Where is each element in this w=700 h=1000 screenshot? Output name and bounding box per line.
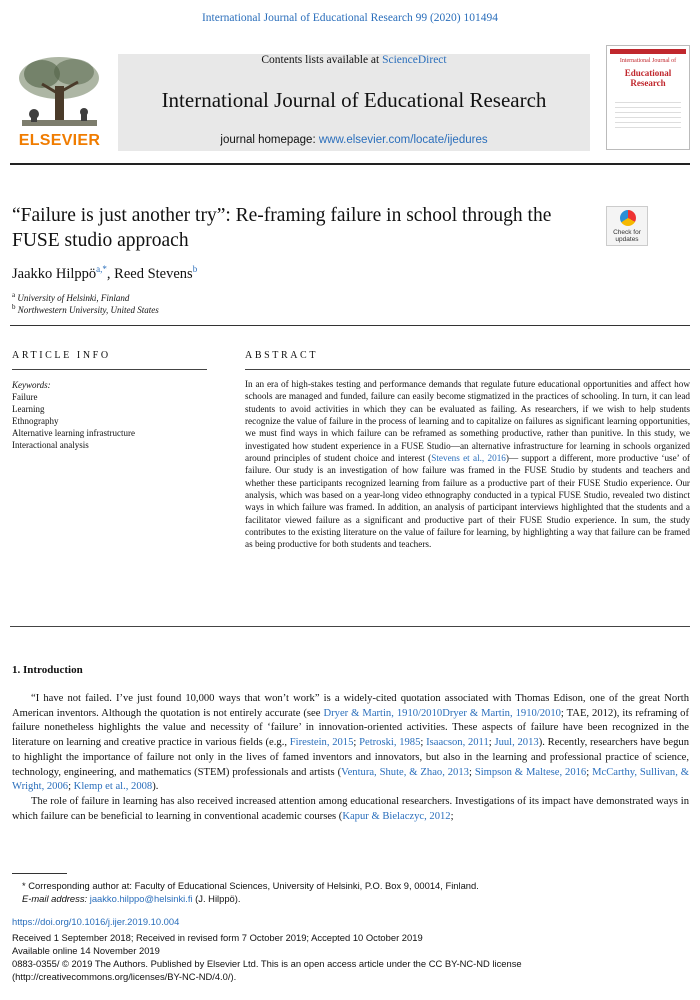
cover-title-line-1: Educational bbox=[624, 68, 672, 78]
tree-icon bbox=[12, 54, 107, 132]
separator: ; bbox=[353, 737, 360, 749]
separator: ; bbox=[68, 781, 74, 793]
journal-homepage bbox=[118, 134, 590, 146]
citation-link[interactable]: Stevens et al., 2016 bbox=[431, 453, 506, 464]
separator: ; bbox=[468, 766, 475, 778]
affiliation-text: Northwestern University, United States bbox=[17, 305, 159, 315]
header-divider bbox=[10, 163, 690, 165]
received-dates: Received 1 September 2018; Received in revised form 7 October 2019; Accepted 10 October 2019 bbox=[12, 932, 423, 943]
doi-link[interactable]: https://doi.org/10.1016/j.ijer.2019.10.004 bbox=[12, 916, 180, 927]
crossmark-line-1: Check for bbox=[613, 229, 641, 236]
journal-title: International Journal of Educational Research bbox=[161, 88, 547, 112]
author-list: Jaakko Hilppö$^{a,*}$, Reed Stevens$^b$ bbox=[12, 264, 198, 282]
author-affiliation-marker[interactable]: a,* bbox=[96, 264, 107, 274]
citation-link[interactable]: Kapur & Bielaczyc, 2012 bbox=[342, 810, 451, 822]
email-line bbox=[12, 892, 672, 905]
contents-availability bbox=[118, 54, 590, 66]
crossmark-label bbox=[607, 229, 647, 243]
citation-link[interactable]: McCarthy, Sullivan, & Wright, 2006 bbox=[12, 766, 690, 793]
article-info-heading: ARTICLE INFO bbox=[12, 350, 111, 361]
crossmark-line-2: updates bbox=[615, 236, 639, 243]
check-for-updates-badge[interactable] bbox=[606, 206, 648, 246]
affiliation-marker: a bbox=[12, 291, 16, 299]
paragraph bbox=[12, 795, 689, 824]
introduction-body bbox=[12, 692, 689, 824]
cover-bar bbox=[610, 49, 686, 54]
keyword: Alternative learning infrastructure bbox=[12, 428, 135, 438]
cover-text-lines bbox=[615, 98, 681, 128]
body-text: ). Recently, researchers have begun to highlight the importance of failure not only in the lives of famed inventors and innovators, but also in the learning and professional practice of science, technology, engineering, and mathematics (STEM) professionals and artists ( bbox=[12, 737, 689, 778]
citation-link[interactable]: Klemp et al., 2008 bbox=[73, 781, 153, 793]
body-text: ; TAE, 2012), its reframing of failure nonetheless highlights the value and necessity of ‘failure’ in innovation-oriented activities. These aspects of failure have been recognized in the literature on learning and creative practice in various fields (e.g., bbox=[12, 707, 689, 749]
separator: ; bbox=[586, 766, 593, 778]
body-text: “I have not failed. I’ve just found 10,000 ways that won’t work” is a widely-cited quotation associated with Thomas Edison, one of the great North American inventors. Although the quotation is not entirely accurate (see bbox=[12, 693, 689, 719]
homepage-link[interactable]: www.elsevier.com/locate/ijedures bbox=[318, 134, 488, 146]
abstract-divider bbox=[245, 369, 690, 370]
introduction-heading: 1. Introduction bbox=[12, 664, 83, 676]
footnote bbox=[12, 879, 672, 905]
author-name[interactable]: Reed Stevens bbox=[114, 265, 193, 282]
article-title: “Failure is just another try”: Re-framing failure in school through the FUSE studio approach bbox=[12, 205, 552, 251]
cover-small-text: International Journal of bbox=[619, 58, 677, 64]
homepage-prefix: journal homepage: bbox=[220, 134, 319, 146]
cover-title-line-2: Research bbox=[630, 78, 666, 88]
email-suffix: (J. Hilppö). bbox=[192, 893, 241, 904]
crossmark-icon bbox=[620, 210, 636, 226]
email-link[interactable]: jaakko.hilppo@helsinki.fi bbox=[89, 893, 193, 904]
separator: ; bbox=[420, 737, 427, 749]
keywords-block bbox=[12, 379, 135, 451]
journal-cover-thumbnail[interactable] bbox=[606, 45, 690, 150]
contents-prefix: Contents lists available at bbox=[261, 54, 383, 66]
citation-link[interactable]: Simpson & Maltese, 2016 bbox=[474, 766, 587, 778]
publisher-name: ELSEVIER bbox=[18, 132, 101, 149]
abstract-part-1: In an era of high-stakes testing and performance demands that regulate future educational opportunities and affect how schools are managed and funded, failure can easily become stigmatized in the practices of schooling. In turn, it can lead students to avoid activities in which they can be evaluated as failing. As researchers, if we wish to help students recognize the value of failure in the process of learning and to capitalize on failures as significant learning opportunities, we must find ways in which failure can be reframed as something productive, rather than punitive. In this study, we investigated how student experience in a FUSE Studio—an alternative infrastructure for learning in schools organized around principles of student choice and interest ( bbox=[245, 379, 690, 464]
sciencedirect-link[interactable]: ScienceDirect bbox=[382, 54, 447, 66]
citation-link[interactable]: Juul, 2013 bbox=[494, 737, 539, 749]
keyword: Interactional analysis bbox=[12, 440, 89, 450]
keywords-label: Keywords: bbox=[12, 380, 51, 390]
affiliation bbox=[12, 303, 159, 315]
corresponding-author-note: * Corresponding author at: Faculty of Educational Sciences, University of Helsinki, P.O. Box 9, 00014, Finland. bbox=[22, 880, 479, 891]
citation-link[interactable]: Isaacson, 2011 bbox=[426, 737, 489, 749]
publication-info bbox=[12, 931, 682, 983]
online-date: Available online 14 November 2019 bbox=[12, 945, 160, 956]
separator: ; bbox=[488, 737, 495, 749]
section-divider bbox=[10, 325, 690, 326]
citation-link[interactable]: Firestein, 2015 bbox=[289, 737, 354, 749]
article-info-divider bbox=[12, 369, 207, 370]
abstract-heading: ABSTRACT bbox=[245, 350, 319, 361]
author-affiliation-marker[interactable]: b bbox=[192, 264, 198, 274]
affiliation-text: University of Helsinki, Finland bbox=[17, 293, 130, 303]
citation-link[interactable]: Petroski, 1985 bbox=[359, 737, 421, 749]
affiliation bbox=[12, 291, 129, 303]
keyword: Learning bbox=[12, 404, 45, 414]
abstract-text bbox=[245, 378, 690, 551]
cover-title bbox=[607, 68, 689, 88]
paragraph bbox=[12, 692, 689, 795]
abstract-part-2: )— support a different, more productive ‘use’ of failure. Our study is an investigation of how failure was framed in the FUSE Studio by students and teachers and whether these participants recognized learning from failure as a productive part of their FUSE Studio experience. Our analysis, which was based on a year-long video ethnography conducted in a typical FUSE Studio, revealed two distinct ways in which failure was framed. In addition, an analysis of participant interviews highlighted that the students and a facilitator viewed failure as a significant and productive part of their FUSE Studio experience. In sum, the study contributes to the existing literature on the value of failure for learning, by highlighting a way that failure can be framed as being productive for both students and teachers. bbox=[245, 453, 690, 550]
journal-citation[interactable]: International Journal of Educational Research 99 (2020) 101494 bbox=[201, 12, 499, 24]
email-label: E-mail address: bbox=[22, 893, 90, 904]
footnote-divider bbox=[12, 873, 67, 874]
license-text: 0883-0355/ © 2019 The Authors. Published by Elsevier Ltd. This is an open access article under the CC BY-NC-ND license (http://creativecommons.org/licenses/BY-NC-ND/4.0/). bbox=[12, 958, 522, 982]
keyword: Ethnography bbox=[12, 416, 59, 426]
body-text: ; bbox=[450, 810, 454, 822]
citation-link[interactable]: Ventura, Shute, & Zhao, 2013 bbox=[341, 766, 469, 778]
citation-link[interactable]: Dryer & Martin, 1910/2010Dryer & Martin, 1910/2010 bbox=[323, 707, 561, 719]
author-name[interactable]: Jaakko Hilppö bbox=[12, 265, 97, 282]
body-text: The role of failure in learning has also received increased attention among educational researchers. Investigations of its impact have demonstrated ways in which failure can be beneficial to learning in conventional academic courses ( bbox=[12, 795, 689, 822]
keyword: Failure bbox=[12, 392, 38, 402]
section-divider bbox=[10, 626, 690, 627]
body-text: ). bbox=[152, 781, 159, 793]
affiliation-marker: b bbox=[12, 303, 16, 311]
